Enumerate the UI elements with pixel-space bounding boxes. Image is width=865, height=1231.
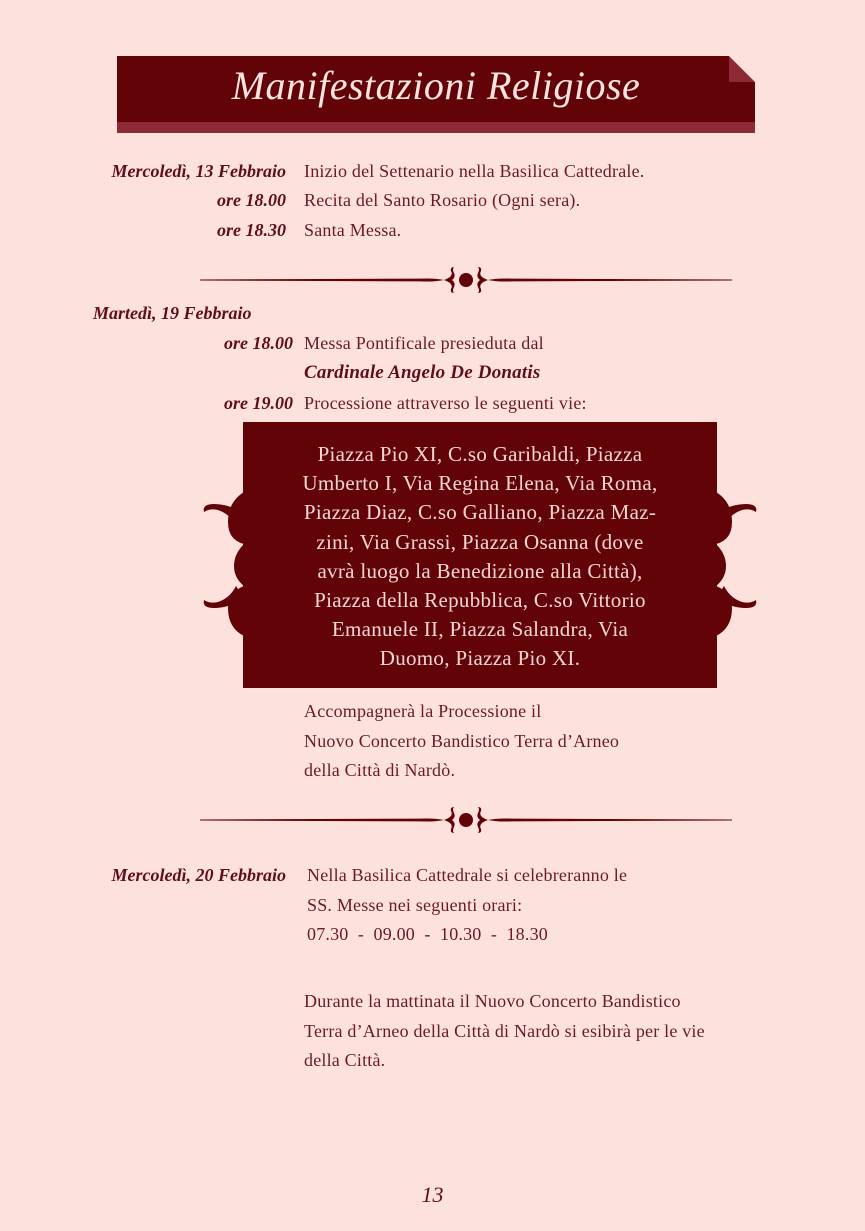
route-text (243, 440, 717, 674)
route-line: Emanuele II, Piazza Salandra, Via (331, 617, 629, 642)
scroll-divider-icon (200, 805, 732, 835)
procession-route-box (200, 422, 760, 688)
entry-time: ore 18.00 (217, 190, 286, 210)
scroll-divider-icon (200, 265, 732, 295)
route-line: zini, Via Grassi, Piazza Osanna (dove (316, 529, 644, 554)
section-date: Mercoledì, 20 Febbraio (111, 865, 286, 885)
text-line: Nella Basilica Cattedrale si celebreranno le (307, 865, 628, 885)
section-date: Martedì, 19 Febbraio (93, 303, 252, 323)
route-line: Umberto I, Via Regina Elena, Via Roma, (302, 471, 658, 496)
entry-text: Recita del Santo Rosario (Ogni sera). (304, 190, 581, 210)
entry-time: ore 19.00 (224, 393, 293, 413)
section-text (307, 861, 627, 950)
route-line: Piazza della Repubblica, C.so Vittorio (314, 588, 646, 613)
note-line: Nuovo Concerto Bandistico Terra d’Arneo (304, 730, 620, 751)
text-line: SS. Messe nei seguenti orari: (307, 894, 523, 915)
procession-note (304, 697, 619, 786)
entry-time: ore 18.30 (217, 220, 286, 240)
cardinal-name: Cardinale Angelo De Donatis (304, 362, 541, 383)
section-date: Mercoledì, 13 Febbraio (111, 161, 286, 181)
note-line: della Città di Nardò. (304, 760, 456, 780)
route-line: Duomo, Piazza Pio XI. (379, 646, 581, 671)
entry-text: Processione attraverso le seguenti vie: (304, 393, 587, 413)
note-line: della Città. (304, 1050, 386, 1070)
title-banner (117, 56, 755, 133)
route-line: Piazza Pio XI, C.so Garibaldi, Piazza (317, 442, 643, 466)
note-line: Accompagnerà la Processione il (304, 701, 542, 721)
entry-text: Inizio del Settenario nella Basilica Cattedrale. (304, 161, 645, 181)
entry-text: Messa Pontificale presieduta dal (304, 333, 544, 353)
route-line: avrà luogo la Benedizione alla Città), (317, 558, 643, 583)
page-number: 13 (421, 1182, 444, 1207)
entry-text: Santa Messa. (304, 220, 402, 240)
note-line: Durante la mattinata il Nuovo Concerto Bandistico (304, 991, 681, 1011)
banner-strip (117, 122, 755, 133)
page-title: Manifestazioni Religiose (231, 63, 641, 108)
route-line: Piazza Diaz, C.so Galliano, Piazza Maz- (303, 500, 657, 525)
band-note (304, 987, 705, 1076)
note-line: Terra d’Arneo della Città di Nardò si esibirà per le vie (304, 1020, 705, 1041)
entry-time: ore 18.00 (224, 333, 293, 353)
mass-times: 07.30 - 09.00 - 10.30 - 18.30 (307, 924, 548, 944)
